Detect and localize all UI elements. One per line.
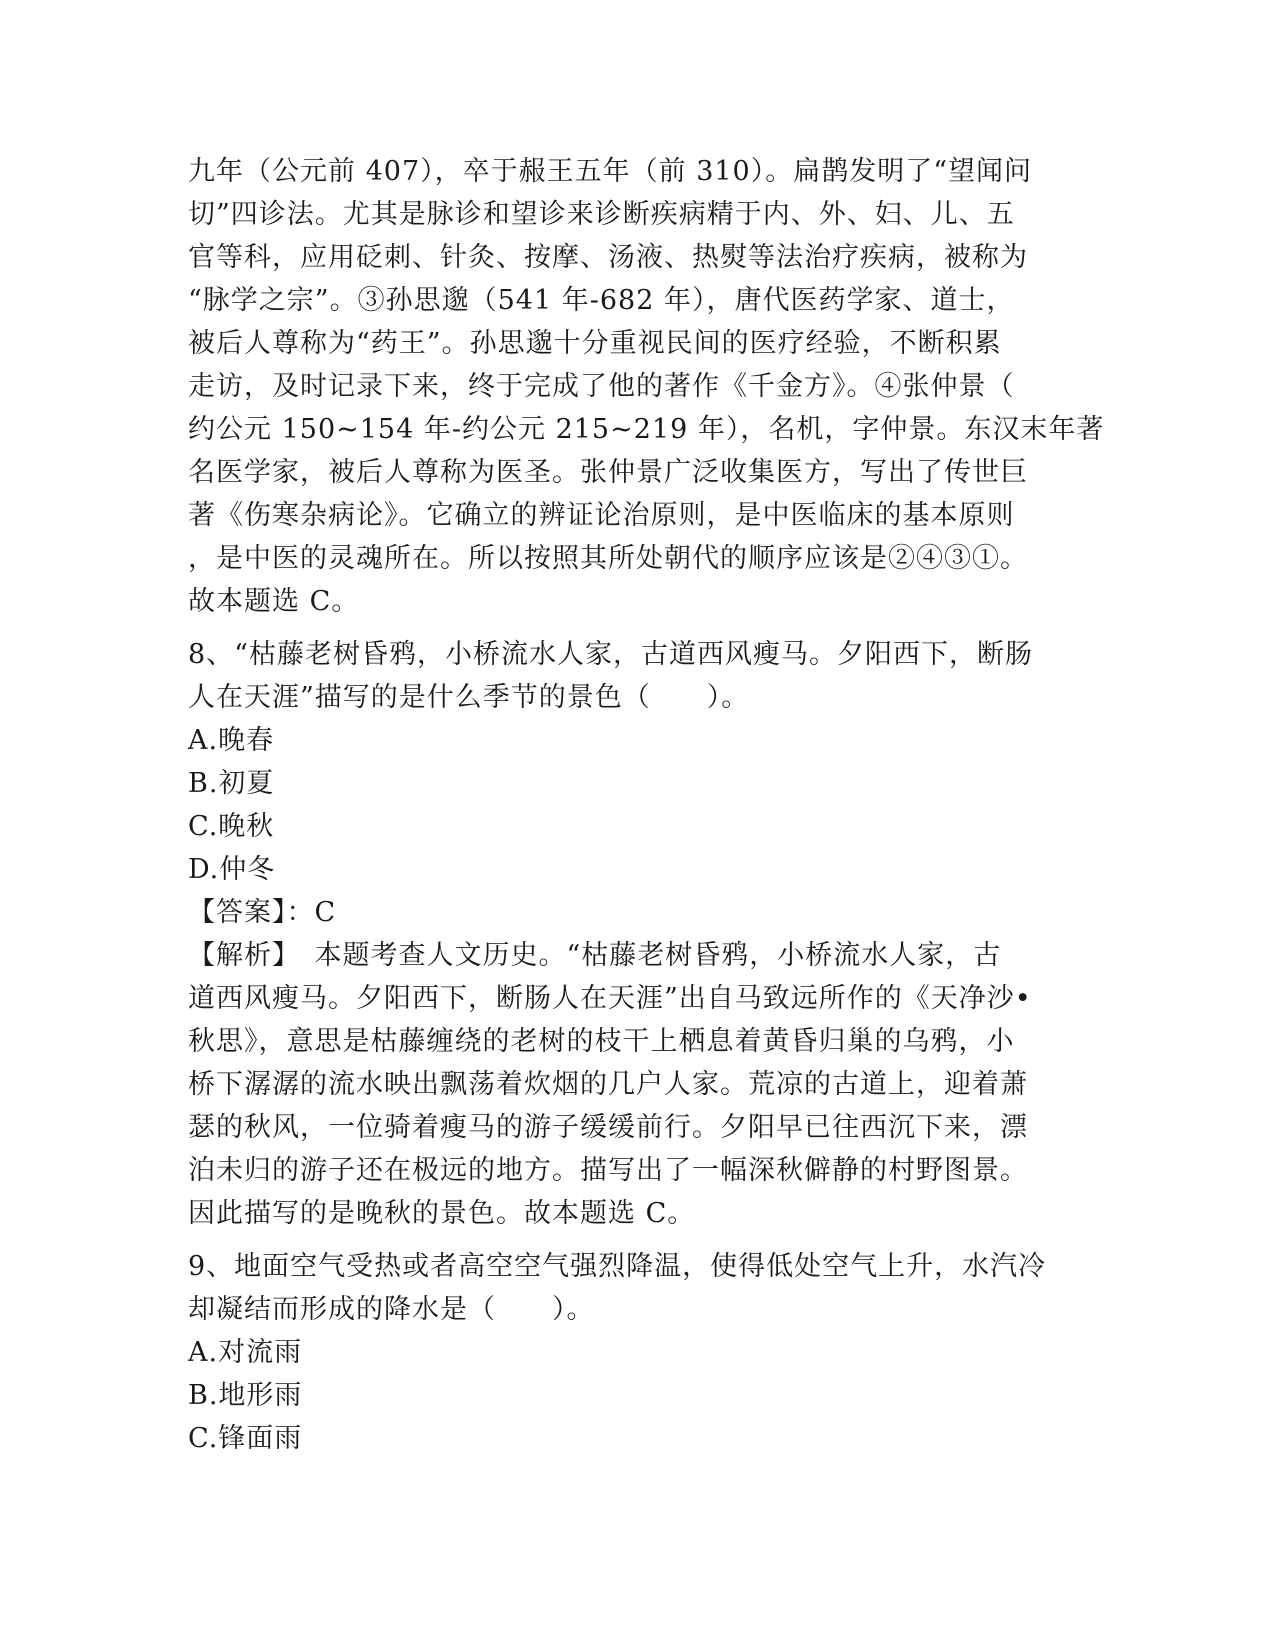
text-line: 九年（公元前 407），卒于赧王五年（前 310）。扁鹊发明了“望闻问 (188, 156, 1033, 187)
option-d: D.仲冬 (188, 854, 276, 885)
question-8 (188, 633, 1088, 1235)
option-a: A.对流雨 (188, 1337, 303, 1368)
question-stem-line: 人在天涯”描写的是什么季节的景色（ ）。 (188, 682, 750, 713)
question-stem-line: 却凝结而形成的降水是（ ）。 (188, 1294, 595, 1325)
analysis-line: 秋思》，意思是枯藤缠绕的老树的枝干上栖息着黄昏归巢的乌鸦，小 (188, 1026, 1015, 1057)
analysis-line: 瑟的秋风，一位骑着瘦马的游子缓缓前行。夕阳早已往西沉下来，漂 (188, 1112, 1028, 1143)
analysis-line: 【解析】 本题考查人文历史。“枯藤老树昏鸦，小桥流水人家，古 (188, 940, 1002, 971)
option-b: B.地形雨 (188, 1380, 303, 1411)
option-c: C.锋面雨 (188, 1423, 303, 1454)
text-line: 著《伤寒杂病论》。它确立的辨证论治原则，是中医临床的基本原则 (188, 500, 1015, 531)
option-b: B.初夏 (188, 768, 275, 799)
analysis-line: 泊未归的游子还在极远的地方。描写出了一幅深秋僻静的村野图景。 (188, 1155, 1028, 1186)
text-line: 约公元 150~154 年-约公元 215~219 年），名机，字仲景。东汉末年著 (188, 414, 1105, 445)
analysis-line: 因此描写的是晚秋的景色。故本题选 C。 (188, 1198, 696, 1229)
spacer (188, 623, 1088, 633)
spacer (188, 1235, 1088, 1245)
text-line: 故本题选 C。 (188, 586, 360, 617)
page-content (188, 150, 1105, 1460)
text-line: 切”四诊法。尤其是脉诊和望诊来诊断疾病精于内、外、妇、儿、五 (188, 199, 1015, 230)
explanation-7-continued (188, 150, 1105, 623)
text-line: 官等科，应用砭刺、针灸、按摩、汤液、热熨等法治疗疾病，被称为 (188, 242, 1028, 273)
answer-line: 【答案】：C (188, 897, 337, 928)
question-stem-line: 9、地面空气受热或者高空空气强烈降温，使得低处空气上升，水汽冷 (188, 1251, 1047, 1282)
option-a: A.晚春 (188, 725, 275, 756)
text-line: 走访，及时记录下来，终于完成了他的著作《千金方》。④张仲景（ (188, 371, 1015, 402)
text-line: ，是中医的灵魂所在。所以按照其所处朝代的顺序应该是②④③①。 (188, 543, 1028, 574)
text-line: “脉学之宗”。③孙思邈（541 年-682 年），唐代医药学家、道士， (188, 285, 1015, 316)
question-9 (188, 1245, 1088, 1460)
text-line: 被后人尊称为“药王”。孙思邈十分重视民间的医疗经验，不断积累 (188, 328, 1002, 359)
text-line: 名医学家，被后人尊称为医圣。张仲景广泛收集医方，写出了传世巨 (188, 457, 1028, 488)
option-c: C.晚秋 (188, 811, 275, 842)
analysis-line: 桥下潺潺的流水映出飘荡着炊烟的几户人家。荒凉的古道上，迎着萧 (188, 1069, 1028, 1100)
question-stem-line: 8、“枯藤老树昏鸦，小桥流水人家，古道西风瘦马。夕阳西下，断肠 (188, 639, 1033, 670)
analysis-line: 道西风瘦马。夕阳西下，断肠人在天涯”出自马致远所作的《天净沙• (188, 983, 1032, 1014)
